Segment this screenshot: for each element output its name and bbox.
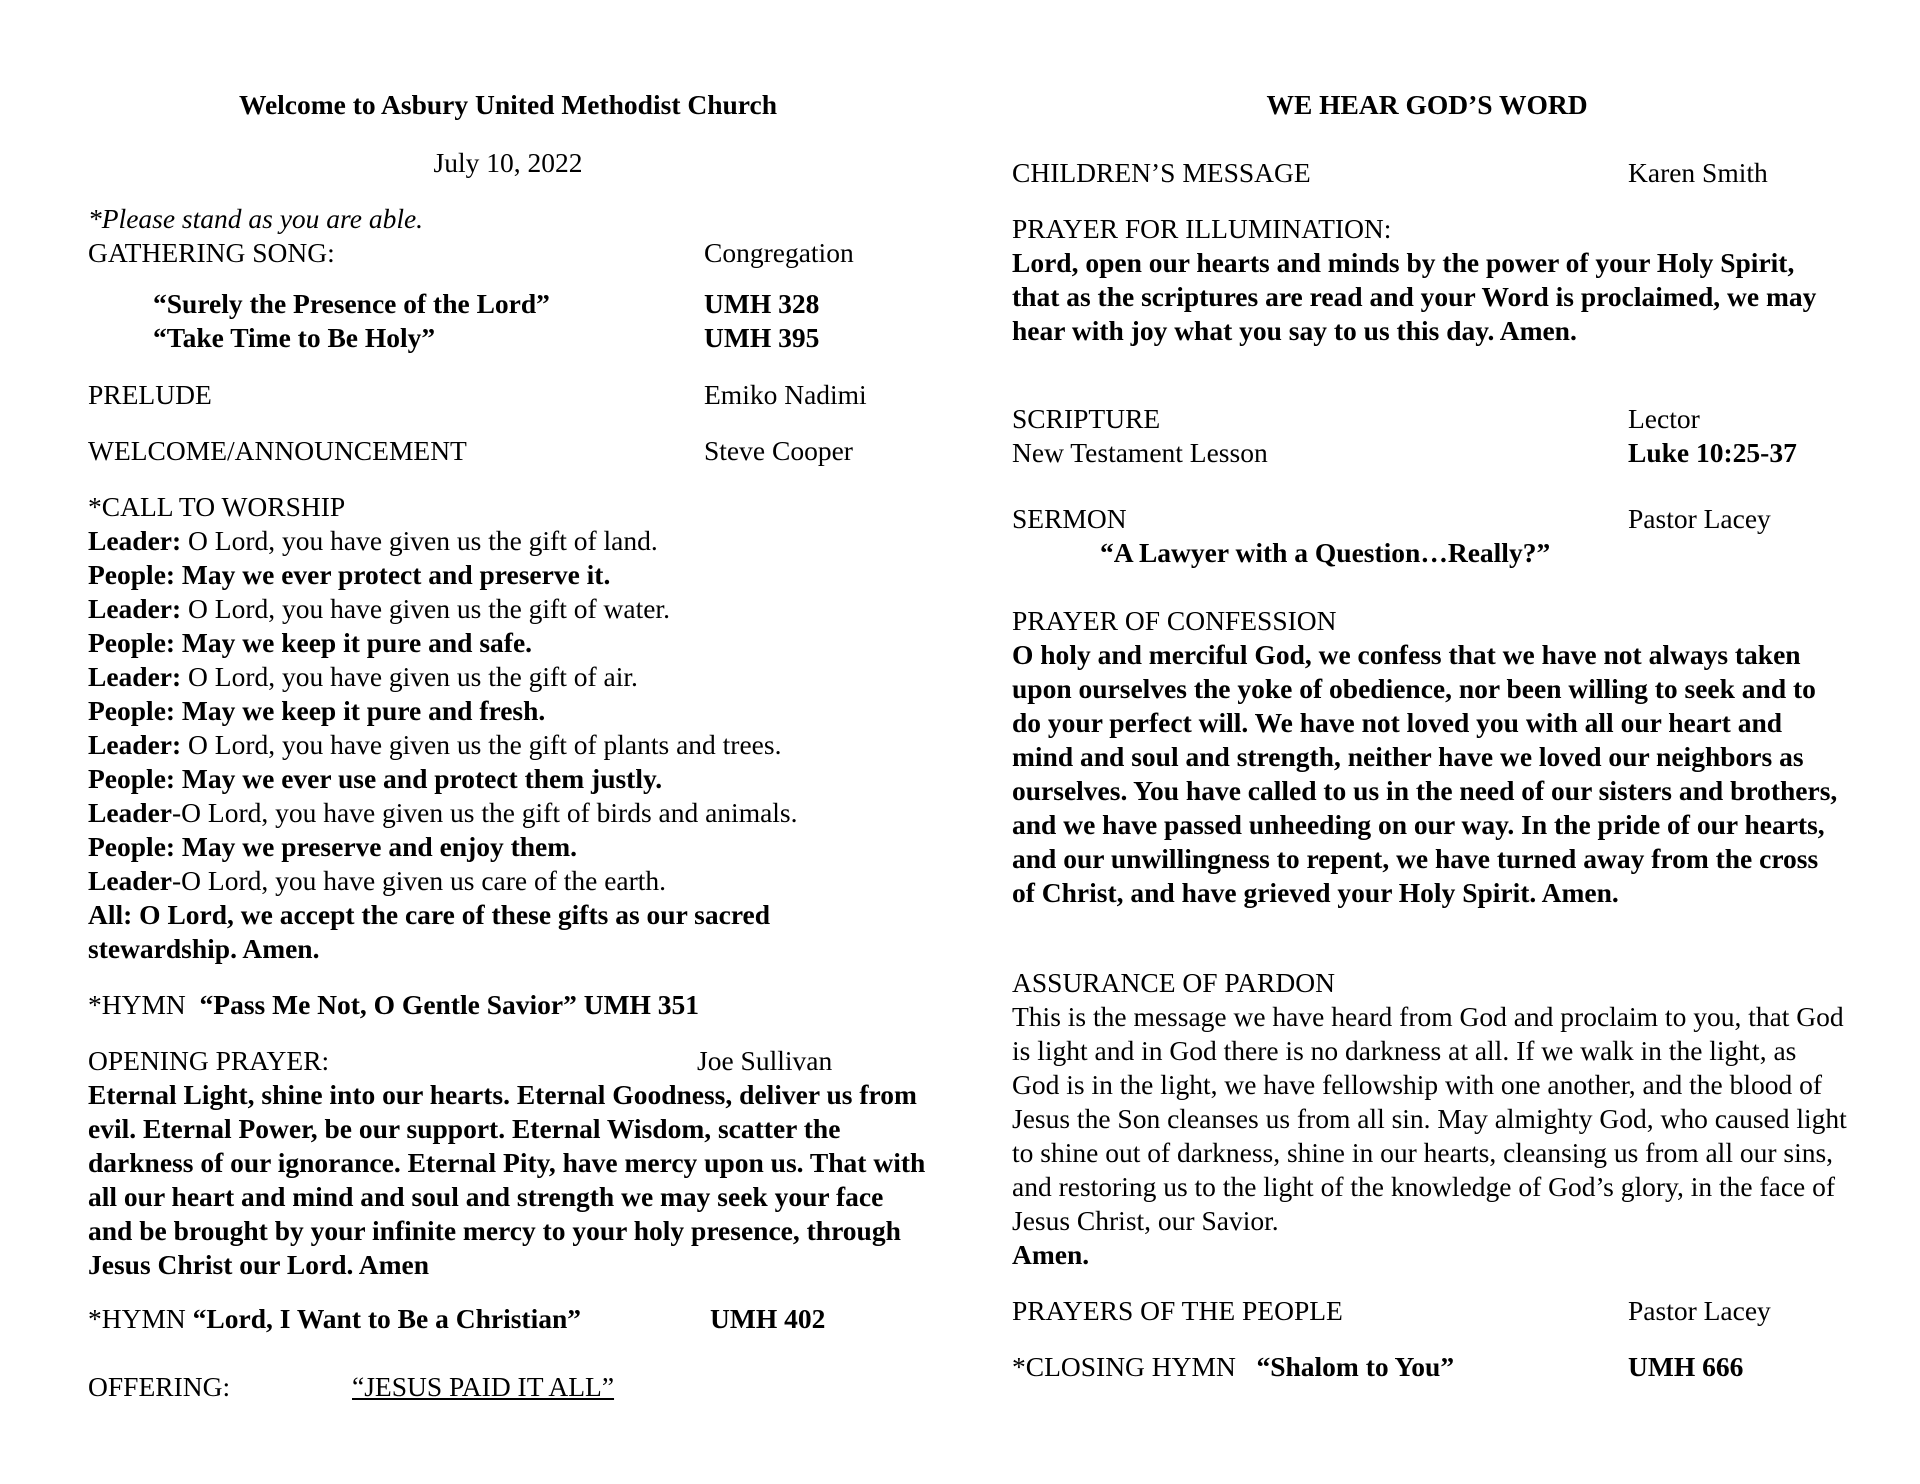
pardon-label: ASSURANCE OF PARDON <box>1012 967 1335 998</box>
confession-label: PRAYER OF CONFESSION <box>1012 605 1337 636</box>
scripture-label: SCRIPTURE <box>1012 403 1161 434</box>
gathering-song-ref-2: UMH 395 <box>704 322 820 353</box>
gathering-song-title-1: “Surely the Presence of the Lord” <box>153 288 550 319</box>
call-line: People: May we preserve and enjoy them. <box>88 831 578 862</box>
closing-hymn-ref: UMH 666 <box>1628 1351 1744 1382</box>
sermon-label: SERMON <box>1012 503 1127 534</box>
gathering-song-label: GATHERING SONG: <box>88 237 335 268</box>
childrens-message-leader: Karen Smith <box>1628 157 1768 188</box>
sermon-title: “A Lawyer with a Question…Really?” <box>1100 537 1551 568</box>
call-line: People: May we keep it pure and safe. <box>88 627 533 658</box>
opening-prayer-leader: Joe Sullivan <box>697 1045 833 1076</box>
scripture-ref: Luke 10:25-37 <box>1628 437 1797 468</box>
call-line: Leader: O Lord, you have given us the gift of water. <box>88 593 670 624</box>
prelude-label: PRELUDE <box>88 379 212 410</box>
opening-prayer-text: Eternal Light, shine into our hearts. Eternal Goodness, deliver us from evil. Eternal Power, be our support. Eternal Wisdom, scatter the darkness of our ignorance. Eternal Pity, have mercy upon us. That with all our heart and mind and soul and strength we may seek your face and be brought by your infinite mercy to your holy presence, through Jesus Christ our Lord. Amen <box>88 1079 926 1280</box>
closing-hymn: *CLOSING HYMN “Shalom to You” <box>1012 1351 1455 1382</box>
call-line: Leader-O Lord, you have given us care of the earth. <box>88 865 667 896</box>
church-welcome-title: Welcome to Asbury United Methodist Church <box>238 89 778 120</box>
confession-text: O holy and merciful God, we confess that we have not always taken upon ourselves the yoke of obedience, nor been willing to seek and to do your perfect will. We have not loved you with all our heart and mind and soul and strength, neither have we loved our neighbors as ourselves. You have called to us in the need of our sisters and brothers, and we have passed unheeding on our way. In the pride of our hearts, and our unwillingness to repent, we have turned away from the cross of Christ, and have grieved your Holy Spirit. Amen. <box>1012 639 1838 908</box>
offering-label: OFFERING: <box>88 1371 231 1402</box>
call-to-worship-label: *CALL TO WORSHIP <box>88 491 346 522</box>
hymn-2-ref: UMH 402 <box>710 1303 826 1334</box>
illumination-label: PRAYER FOR ILLUMINATION: <box>1012 213 1392 244</box>
prelude-leader: Emiko Nadimi <box>704 379 867 410</box>
welcome-label: WELCOME/ANNOUNCEMENT <box>88 435 467 466</box>
gathering-song-leader: Congregation <box>704 237 854 268</box>
call-all-response: All: O Lord, we accept the care of these gifts as our sacred stewardship. Amen. <box>88 899 771 964</box>
call-line: Leader: O Lord, you have given us the gift of plants and trees. <box>88 729 782 760</box>
call-line: People: May we keep it pure and fresh. <box>88 695 546 726</box>
prayers-of-people-leader: Pastor Lacey <box>1628 1295 1771 1326</box>
scripture-lesson: New Testament Lesson <box>1012 437 1268 468</box>
prayers-of-people-label: PRAYERS OF THE PEOPLE <box>1012 1295 1343 1326</box>
hymn-1: *HYMN “Pass Me Not, O Gentle Savior” UMH 351 <box>88 989 700 1020</box>
call-line: Leader-O Lord, you have given us the gift of birds and animals. <box>88 797 798 828</box>
call-line: Leader: O Lord, you have given us the gift of land. <box>88 525 658 556</box>
call-line: People: May we ever protect and preserve it. <box>88 559 611 590</box>
gathering-song-ref-1: UMH 328 <box>704 288 820 319</box>
section-title: WE HEAR GOD’S WORD <box>1266 89 1588 120</box>
scripture-leader: Lector <box>1628 403 1700 434</box>
welcome-leader: Steve Cooper <box>704 435 853 466</box>
gathering-song-title-2: “Take Time to Be Holy” <box>153 322 436 353</box>
stand-note: *Please stand as you are able. <box>88 203 424 234</box>
service-date: July 10, 2022 <box>433 147 583 178</box>
hymn-2: *HYMN “Lord, I Want to Be a Christian” <box>88 1303 582 1334</box>
call-line: People: May we ever use and protect them justly. <box>88 763 663 794</box>
illumination-text: Lord, open our hearts and minds by the power of your Holy Spirit, that as the scriptures are read and your Word is proclaimed, we may hear with joy what you say to us this day. Amen. <box>1012 247 1817 346</box>
call-line: Leader: O Lord, you have given us the gift of air. <box>88 661 638 692</box>
offering-title: “JESUS PAID IT ALL” <box>352 1371 615 1402</box>
opening-prayer-label: OPENING PRAYER: <box>88 1045 330 1076</box>
pardon-amen: Amen. <box>1012 1239 1090 1270</box>
sermon-leader: Pastor Lacey <box>1628 503 1771 534</box>
childrens-message-label: CHILDREN’S MESSAGE <box>1012 157 1311 188</box>
pardon-text: This is the message we have heard from God and proclaim to you, that God is light and in God there is no darkness at all. If we walk in the light, as God is in the light, we have fellowship with one another, and the blood of Jesus the Son cleanses us from all sin. May almighty God, who caused light to shine out of darkness, shine in our hearts, cleansing us from all our sins, and restoring us to the light of the knowledge of God’s glory, in the face of Jesus Christ, our Savior. <box>1012 1001 1847 1236</box>
